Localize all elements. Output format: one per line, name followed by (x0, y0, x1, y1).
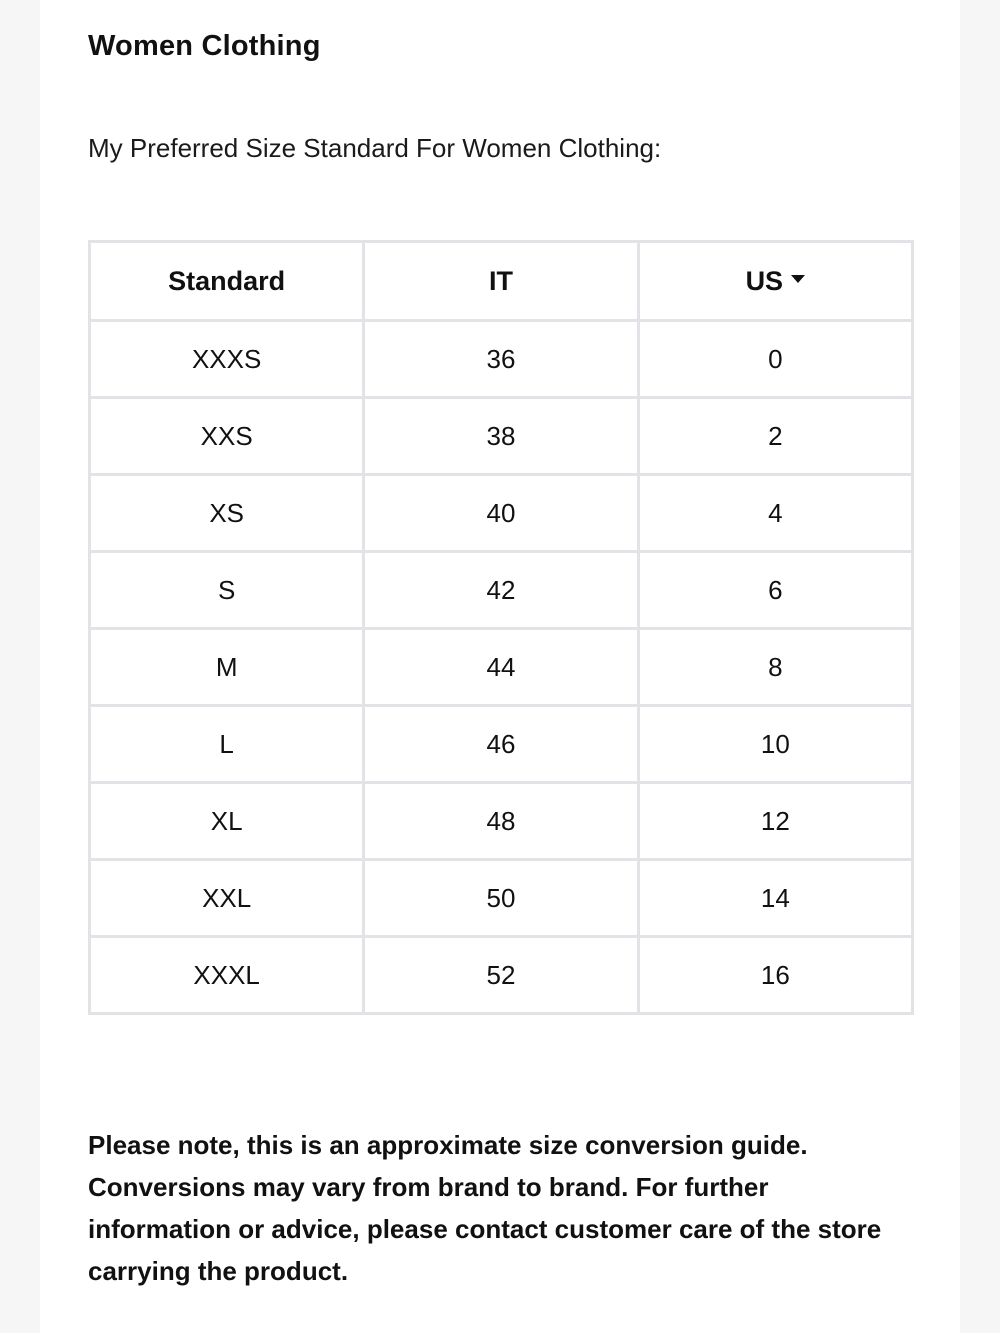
it-cell: 38 (364, 398, 638, 475)
it-cell: 36 (364, 321, 638, 398)
us-cell: 4 (638, 475, 912, 552)
table-row (90, 937, 913, 1014)
standard-cell: XXXL (90, 937, 364, 1014)
it-column-header (364, 242, 638, 321)
standard-cell: XL (90, 783, 364, 860)
us-cell: 12 (638, 783, 912, 860)
it-cell: 50 (364, 860, 638, 937)
size-conversion-note: Please note, this is an approximate size conversion guide. Conversions may vary from brand to brand. For further information or advice, please contact customer care of the store carrying the product. (88, 1130, 882, 1286)
it-cell: 42 (364, 552, 638, 629)
standard-cell: M (90, 629, 364, 706)
standard-cell: XXXS (90, 321, 364, 398)
size-guide-page (40, 0, 960, 1333)
us-cell: 10 (638, 706, 912, 783)
it-cell: 46 (364, 706, 638, 783)
us-header-label: US (745, 265, 784, 296)
us-cell: 14 (638, 860, 912, 937)
it-header-label: IT (488, 265, 513, 296)
size-conversion-table (88, 240, 914, 1015)
it-cell: 40 (364, 475, 638, 552)
table-row (90, 629, 913, 706)
standard-cell: S (90, 552, 364, 629)
us-cell: 2 (638, 398, 912, 475)
size-standard-label: My Preferred Size Standard For Women Clothing: (88, 133, 662, 163)
us-cell: 16 (638, 937, 912, 1014)
us-cell: 6 (638, 552, 912, 629)
chevron-down-icon (791, 275, 805, 283)
table-header-row (90, 242, 913, 321)
us-cell: 8 (638, 629, 912, 706)
us-cell: 0 (638, 321, 912, 398)
it-cell: 52 (364, 937, 638, 1014)
standard-header-label: Standard (168, 265, 286, 296)
standard-cell: XS (90, 475, 364, 552)
table-row (90, 398, 913, 475)
table-row (90, 783, 913, 860)
it-cell: 48 (364, 783, 638, 860)
standard-cell: L (90, 706, 364, 783)
us-size-dropdown[interactable] (638, 242, 912, 321)
table-row (90, 321, 913, 398)
table-row (90, 860, 913, 937)
table-row (90, 552, 913, 629)
it-cell: 44 (364, 629, 638, 706)
page-title: Women Clothing (88, 30, 321, 62)
table-row (90, 706, 913, 783)
standard-cell: XXS (90, 398, 364, 475)
standard-cell: XXL (90, 860, 364, 937)
standard-column-header (90, 242, 364, 321)
table-row (90, 475, 913, 552)
